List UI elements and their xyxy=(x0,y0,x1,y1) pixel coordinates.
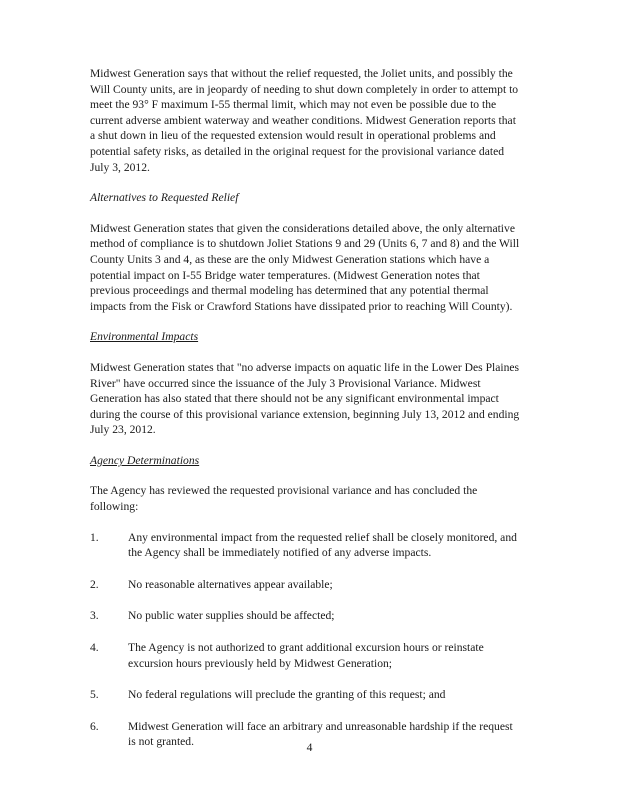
list-item-number: 6. xyxy=(90,719,99,733)
paragraph-environmental-impacts: Midwest Generation states that "no adverse impacts on aquatic life in the Lower Des Plaines River" have occurred since the issuance of the July 3 Provisional Variance. Midwest Generation has also stated that there should not be any significant environmental impact during the course of this provisional variance extension, beginning July 13, 2012 and ending July 23, 2012. xyxy=(90,360,520,437)
list-item-text: Midwest Generation will face an arbitrary and unreasonable hardship if the request is not granted. xyxy=(128,719,513,749)
list-item-number: 4. xyxy=(90,641,99,655)
list-item xyxy=(90,640,522,671)
list-item-number: 1. xyxy=(90,530,99,544)
list-item-number: 5. xyxy=(90,688,99,702)
paragraph-agency-review: The Agency has reviewed the requested provisional variance and has concluded the following: xyxy=(90,484,478,514)
heading-alternatives: Alternatives to Requested Relief xyxy=(90,191,239,205)
list-item-text: No federal regulations will preclude the granting of this request; and xyxy=(128,688,446,702)
list-item-number: 3. xyxy=(90,609,99,623)
list-item xyxy=(90,577,522,593)
paragraph-alternatives: Midwest Generation states that given the considerations detailed above, the only alternative method of compliance is to shutdown Joliet Stations 9 and 29 (Units 6, 7 and 8) and the Will County Units 3 and 4, as these are the only Midwest Generation stations which have a potential impact on I-55 Bridge water temperatures. (Midwest Generation notes that previous proceedings and thermal modeling has determined that any potential thermal impacts from the Fisk or Crawford Stations have dissipated prior to reaching Will County). xyxy=(90,221,520,313)
page-number: 4 xyxy=(306,741,313,754)
list-item-text: No reasonable alternatives appear available; xyxy=(128,577,333,591)
paragraph-shutdown-risk: Midwest Generation says that without the relief requested, the Joliet units, and possibly the Will County units, are in jeopardy of needing to shut down completely in order to attempt to meet the 93° F maximum I-55 thermal limit, which may not even be possible due to the current adverse ambient waterway and weather conditions. Midwest Generation reports that a shut down in lieu of the requested extension would result in operational problems and potential safety risks, as detailed in the original request for the provisional variance dated July 3, 2012. xyxy=(90,67,519,174)
list-item-text: Any environmental impact from the requested relief shall be closely monitored, and the Agency shall be immediately notified of any adverse impacts. xyxy=(128,530,517,560)
list-item-text: The Agency is not authorized to grant additional excursion hours or reinstate excursion hours previously held by Midwest Generation; xyxy=(128,641,484,670)
heading-agency-determinations: Agency Determinations xyxy=(90,453,200,467)
heading-environmental-impacts: Environmental Impacts xyxy=(90,330,199,344)
determinations-list xyxy=(90,530,522,750)
list-item xyxy=(90,608,522,624)
list-item xyxy=(90,687,522,703)
list-item-text: No public water supplies should be affected; xyxy=(128,609,335,623)
list-item xyxy=(90,530,522,561)
list-item-number: 2. xyxy=(90,577,99,591)
page-body xyxy=(90,66,522,766)
